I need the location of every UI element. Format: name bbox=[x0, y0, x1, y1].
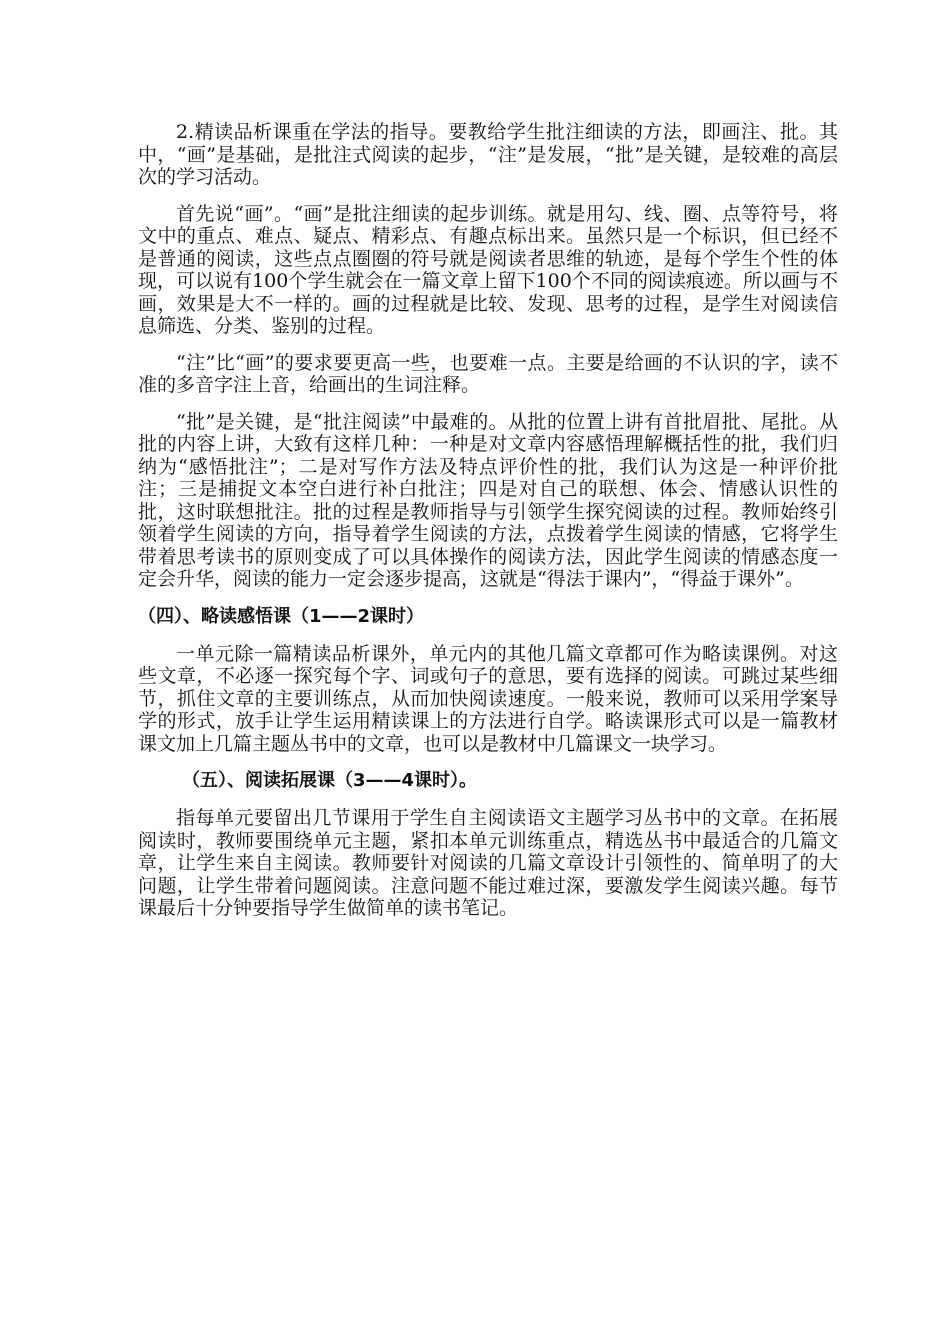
section-heading-skim-reading: （四）、略读感悟课（1——2课时） bbox=[138, 605, 425, 627]
paragraph-annotate: “注”比“画”的要求要更高一些，也要难一点。主要是给画的不认识的字，读不准的多音字注上音，给画出的生词注释。 bbox=[138, 351, 838, 396]
paragraph-skim-reading: 一单元除一篇精读品析课外，单元内的其他几篇文章都可作为略读课例。对这些文章，不必逐一探究每个字、词或句子的意思，要有选择的阅读。可跳过某些细节，抓住文章的主要训练点，从而加快阅读速度。一般来说，教师可以采用学案导学的形式，放手让学生运用精读课上的方法进行自学。略读课形式可以是一篇教材课文加上几篇主题丛书中的文章，也可以是教材中几篇课文一块学习。 bbox=[138, 642, 838, 755]
paragraph-draw: 首先说“画”。“画”是批注细读的起步训练。就是用勾、线、圈、点等符号，将文中的重点、难点、疑点、精彩点、有趣点标出来。虽然只是一个标识，但已经不是普通的阅读，这些点点圈圈的符号就是阅读者思维的轨迹，是每个学生个性的体现，可以说有100个学生就会在一篇文章上留下100个不同的阅读痕迹。所以画与不画，效果是大不一样的。画的过程就是比较、发现、思考的过程，是学生对阅读信息筛选、分类、鉴别的过程。 bbox=[138, 202, 838, 337]
paragraph-comment: “批”是关键，是“批注阅读”中最难的。从批的位置上讲有首批眉批、尾批。从批的内容上讲，大致有这样几种：一种是对文章内容感悟理解概括性的批，我们归纳为“感悟批注”；二是对写作方法及特点评价性的批，我们认为这是一种评价批注；三是捕捉文本空白进行补白批注；四是对自己的联想、体会、情感认识性的批，这时联想批注。批的过程是教师指导与引领学生探究阅读的过程。教师始终引领着学生阅读的方向，指导着学生阅读的方法，点拨着学生阅读的情感，它将学生带着思考读书的原则变成了可以具体操作的阅读方法，因此学生阅读的情感态度一定会升华，阅读的能力一定会逐步提高，这就是“得法于课内”，“得益于课外”。 bbox=[138, 410, 838, 590]
document-body bbox=[138, 121, 838, 934]
section-heading-extended-reading: （五）、阅读拓展课（3——4课时）。 bbox=[182, 770, 478, 791]
paragraph-extended-reading: 指每单元要留出几节课用于学生自主阅读语文主题学习丛书中的文章。在拓展阅读时，教师要围绕单元主题，紧扣本单元训练重点，精选丛书中最适合的几篇文章，让学生来自主阅读。教师要针对阅读的几篇文章设计引领性的、简单明了的大问题，让学生带着问题阅读。注意问题不能过难过深，要激发学生阅读兴趣。每节课最后十分钟要指导学生做简单的读书笔记。 bbox=[138, 807, 838, 919]
paragraph-intensive-reading: 2.精读品析课重在学法的指导。要教给学生批注细读的方法，即画注、批。其中，“画”是基础，是批注式阅读的起步，“注”是发展，“批”是关键，是较难的高层次的学习活动。 bbox=[138, 121, 838, 188]
